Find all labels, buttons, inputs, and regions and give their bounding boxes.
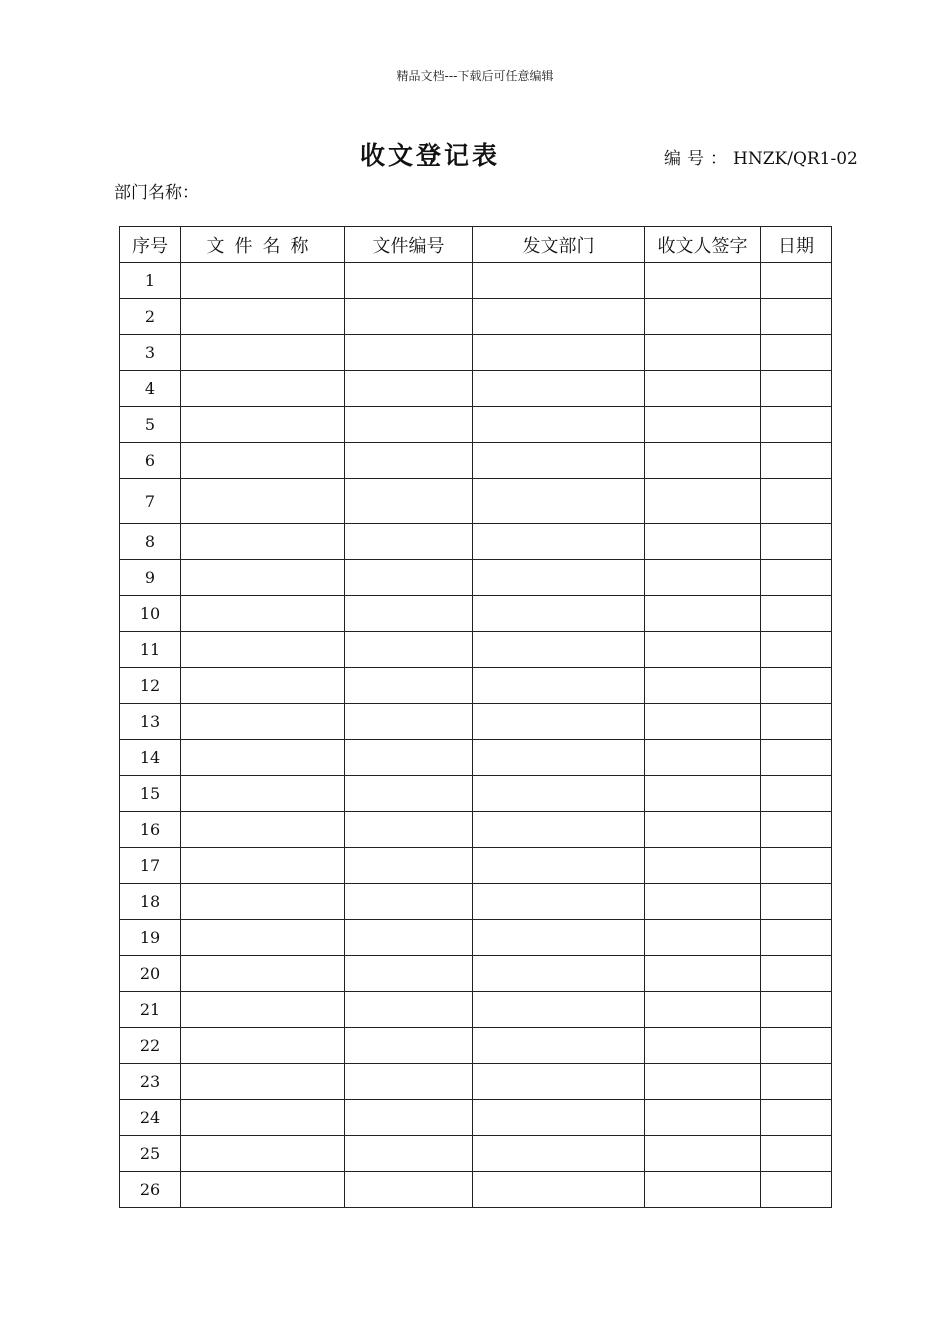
document-name-cell[interactable] (181, 263, 345, 299)
recipient-signature-cell[interactable] (645, 371, 761, 407)
date-cell[interactable] (761, 848, 832, 884)
serial-number-cell: 6 (120, 443, 181, 479)
serial-number-cell: 3 (120, 335, 181, 371)
table-row (120, 740, 832, 776)
serial-number-cell: 13 (120, 704, 181, 740)
recipient-signature-cell[interactable] (645, 704, 761, 740)
serial-number-cell: 11 (120, 632, 181, 668)
date-cell[interactable] (761, 632, 832, 668)
column-header-document-number: 文件编号 (345, 227, 473, 263)
date-cell[interactable] (761, 668, 832, 704)
table-row (120, 812, 832, 848)
column-header-recipient-signature: 收文人签字 (645, 227, 761, 263)
document-name-cell[interactable] (181, 299, 345, 335)
date-cell[interactable] (761, 956, 832, 992)
table-row (120, 1100, 832, 1136)
document-number-cell[interactable] (345, 884, 473, 920)
document-number-cell[interactable] (345, 740, 473, 776)
serial-number-cell: 9 (120, 560, 181, 596)
recipient-signature-cell[interactable] (645, 479, 761, 524)
recipient-signature-cell[interactable] (645, 884, 761, 920)
serial-number-cell: 14 (120, 740, 181, 776)
date-cell[interactable] (761, 1028, 832, 1064)
document-number-cell[interactable] (345, 335, 473, 371)
recipient-signature-cell[interactable] (645, 596, 761, 632)
issuing-department-cell[interactable] (473, 263, 645, 299)
recipient-signature-cell[interactable] (645, 263, 761, 299)
recipient-signature-cell[interactable] (645, 1172, 761, 1208)
issuing-department-cell[interactable] (473, 632, 645, 668)
document-number-cell[interactable] (345, 596, 473, 632)
table-row (120, 263, 832, 299)
recipient-signature-cell[interactable] (645, 848, 761, 884)
recipient-signature-cell[interactable] (645, 1028, 761, 1064)
issuing-department-cell[interactable] (473, 560, 645, 596)
document-number-cell[interactable] (345, 992, 473, 1028)
date-cell[interactable] (761, 596, 832, 632)
document-number-cell[interactable] (345, 1136, 473, 1172)
document-number-cell[interactable] (345, 920, 473, 956)
serial-number-cell: 5 (120, 407, 181, 443)
table-row (120, 668, 832, 704)
serial-number-cell: 2 (120, 299, 181, 335)
date-cell[interactable] (761, 1100, 832, 1136)
recipient-signature-cell[interactable] (645, 632, 761, 668)
serial-number-cell: 26 (120, 1172, 181, 1208)
table-row (120, 1028, 832, 1064)
issuing-department-cell[interactable] (473, 407, 645, 443)
document-name-cell[interactable] (181, 704, 345, 740)
recipient-signature-cell[interactable] (645, 1100, 761, 1136)
table-row (120, 596, 832, 632)
document-name-cell[interactable] (181, 668, 345, 704)
issuing-department-cell[interactable] (473, 479, 645, 524)
document-name-cell[interactable] (181, 740, 345, 776)
header-note: 精品文档---下载后可任意编辑 (396, 69, 554, 83)
serial-number-cell: 12 (120, 668, 181, 704)
document-number-cell[interactable] (345, 812, 473, 848)
date-cell[interactable] (761, 1064, 832, 1100)
issuing-department-cell[interactable] (473, 299, 645, 335)
page-title: 收文登记表 (359, 141, 500, 170)
date-cell[interactable] (761, 263, 832, 299)
serial-number-cell: 21 (120, 992, 181, 1028)
document-name-cell[interactable] (181, 479, 345, 524)
issuing-department-cell[interactable] (473, 992, 645, 1028)
document-name-cell[interactable] (181, 407, 345, 443)
serial-number-cell: 10 (120, 596, 181, 632)
serial-number-cell: 1 (120, 263, 181, 299)
issuing-department-cell[interactable] (473, 1100, 645, 1136)
serial-number-cell: 16 (120, 812, 181, 848)
document-name-cell[interactable] (181, 524, 345, 560)
table-header-row (120, 227, 832, 263)
column-header-document-name: 文件名称 (181, 227, 345, 263)
date-cell[interactable] (761, 1136, 832, 1172)
issuing-department-cell[interactable] (473, 443, 645, 479)
document-name-cell[interactable] (181, 992, 345, 1028)
table-row (120, 1136, 832, 1172)
recipient-signature-cell[interactable] (645, 668, 761, 704)
recipient-signature-cell[interactable] (645, 956, 761, 992)
date-cell[interactable] (761, 992, 832, 1028)
issuing-department-cell[interactable] (473, 1064, 645, 1100)
serial-number-cell: 4 (120, 371, 181, 407)
document-number-cell[interactable] (345, 1028, 473, 1064)
table-row (120, 560, 832, 596)
serial-number-cell: 17 (120, 848, 181, 884)
issuing-department-cell[interactable] (473, 920, 645, 956)
date-cell[interactable] (761, 335, 832, 371)
document-number-cell[interactable] (345, 1172, 473, 1208)
date-cell[interactable] (761, 299, 832, 335)
serial-number-cell: 19 (120, 920, 181, 956)
issuing-department-cell[interactable] (473, 740, 645, 776)
document-number-cell[interactable] (345, 524, 473, 560)
date-cell[interactable] (761, 740, 832, 776)
issuing-department-cell[interactable] (473, 956, 645, 992)
date-cell[interactable] (761, 443, 832, 479)
issuing-department-cell[interactable] (473, 812, 645, 848)
issuing-department-cell[interactable] (473, 1172, 645, 1208)
table-row (120, 443, 832, 479)
document-number-cell[interactable] (345, 443, 473, 479)
date-cell[interactable] (761, 884, 832, 920)
document-name-cell[interactable] (181, 884, 345, 920)
recipient-signature-cell[interactable] (645, 299, 761, 335)
recipient-signature-cell[interactable] (645, 812, 761, 848)
document-number-cell[interactable] (345, 407, 473, 443)
date-cell[interactable] (761, 920, 832, 956)
document-number-cell[interactable] (345, 479, 473, 524)
table-row (120, 704, 832, 740)
issuing-department-cell[interactable] (473, 776, 645, 812)
date-cell[interactable] (761, 524, 832, 560)
recipient-signature-cell[interactable] (645, 407, 761, 443)
receipt-register-table (119, 226, 832, 1208)
serial-number-cell: 25 (120, 1136, 181, 1172)
document-name-cell[interactable] (181, 596, 345, 632)
issuing-department-cell[interactable] (473, 1028, 645, 1064)
document-name-cell[interactable] (181, 920, 345, 956)
document-name-cell[interactable] (181, 1100, 345, 1136)
document-code-label: 编号： (664, 149, 733, 169)
date-cell[interactable] (761, 479, 832, 524)
document-number-cell[interactable] (345, 668, 473, 704)
document-number-cell[interactable] (345, 299, 473, 335)
table-row (120, 299, 832, 335)
document-name-cell[interactable] (181, 560, 345, 596)
serial-number-cell: 15 (120, 776, 181, 812)
table-row (120, 956, 832, 992)
serial-number-cell: 24 (120, 1100, 181, 1136)
date-cell[interactable] (761, 560, 832, 596)
document-name-cell[interactable] (181, 1064, 345, 1100)
date-cell[interactable] (761, 407, 832, 443)
table-row (120, 776, 832, 812)
table-row (120, 371, 832, 407)
serial-number-cell: 23 (120, 1064, 181, 1100)
document-number-cell[interactable] (345, 560, 473, 596)
table-row (120, 479, 832, 524)
document-name-cell[interactable] (181, 371, 345, 407)
date-cell[interactable] (761, 371, 832, 407)
date-cell[interactable] (761, 776, 832, 812)
recipient-signature-cell[interactable] (645, 740, 761, 776)
document-code (664, 144, 858, 169)
recipient-signature-cell[interactable] (645, 443, 761, 479)
recipient-signature-cell[interactable] (645, 335, 761, 371)
column-header-date: 日期 (761, 227, 832, 263)
serial-number-cell: 20 (120, 956, 181, 992)
document-name-cell[interactable] (181, 1028, 345, 1064)
document-number-cell[interactable] (345, 956, 473, 992)
document-number-cell[interactable] (345, 776, 473, 812)
serial-number-cell: 22 (120, 1028, 181, 1064)
table-row (120, 632, 832, 668)
recipient-signature-cell[interactable] (645, 560, 761, 596)
document-number-cell[interactable] (345, 1064, 473, 1100)
document-name-cell[interactable] (181, 632, 345, 668)
recipient-signature-cell[interactable] (645, 992, 761, 1028)
column-header-issuing-department: 发文部门 (473, 227, 645, 263)
document-number-cell[interactable] (345, 263, 473, 299)
issuing-department-cell[interactable] (473, 1136, 645, 1172)
table-body (120, 263, 832, 1208)
serial-number-cell: 18 (120, 884, 181, 920)
document-number-cell[interactable] (345, 632, 473, 668)
issuing-department-cell[interactable] (473, 848, 645, 884)
issuing-department-cell[interactable] (473, 668, 645, 704)
table-row (120, 524, 832, 560)
issuing-department-cell[interactable] (473, 524, 645, 560)
document-name-cell[interactable] (181, 956, 345, 992)
issuing-department-cell[interactable] (473, 596, 645, 632)
recipient-signature-cell[interactable] (645, 1064, 761, 1100)
table-row (120, 335, 832, 371)
recipient-signature-cell[interactable] (645, 524, 761, 560)
document-name-cell[interactable] (181, 812, 345, 848)
document-number-cell[interactable] (345, 1100, 473, 1136)
department-name-label: 部门名称： (114, 183, 199, 203)
document-name-cell[interactable] (181, 335, 345, 371)
document-name-cell[interactable] (181, 1136, 345, 1172)
document-number-cell[interactable] (345, 704, 473, 740)
date-cell[interactable] (761, 812, 832, 848)
document-number-cell[interactable] (345, 848, 473, 884)
document-code-value: HNZK/QR1-02 (733, 149, 858, 169)
issuing-department-cell[interactable] (473, 884, 645, 920)
date-cell[interactable] (761, 1172, 832, 1208)
document-name-cell[interactable] (181, 848, 345, 884)
recipient-signature-cell[interactable] (645, 920, 761, 956)
table-row (120, 407, 832, 443)
document-name-cell[interactable] (181, 443, 345, 479)
table-row (120, 884, 832, 920)
table-row (120, 1172, 832, 1208)
document-name-cell[interactable] (181, 1172, 345, 1208)
column-header-serial: 序号 (120, 227, 181, 263)
table-row (120, 1064, 832, 1100)
issuing-department-cell[interactable] (473, 335, 645, 371)
table-row (120, 992, 832, 1028)
serial-number-cell: 7 (120, 479, 181, 524)
date-cell[interactable] (761, 704, 832, 740)
document-number-cell[interactable] (345, 371, 473, 407)
recipient-signature-cell[interactable] (645, 776, 761, 812)
recipient-signature-cell[interactable] (645, 1136, 761, 1172)
issuing-department-cell[interactable] (473, 704, 645, 740)
document-name-cell[interactable] (181, 776, 345, 812)
issuing-department-cell[interactable] (473, 371, 645, 407)
serial-number-cell: 8 (120, 524, 181, 560)
table-row (120, 848, 832, 884)
table-row (120, 920, 832, 956)
